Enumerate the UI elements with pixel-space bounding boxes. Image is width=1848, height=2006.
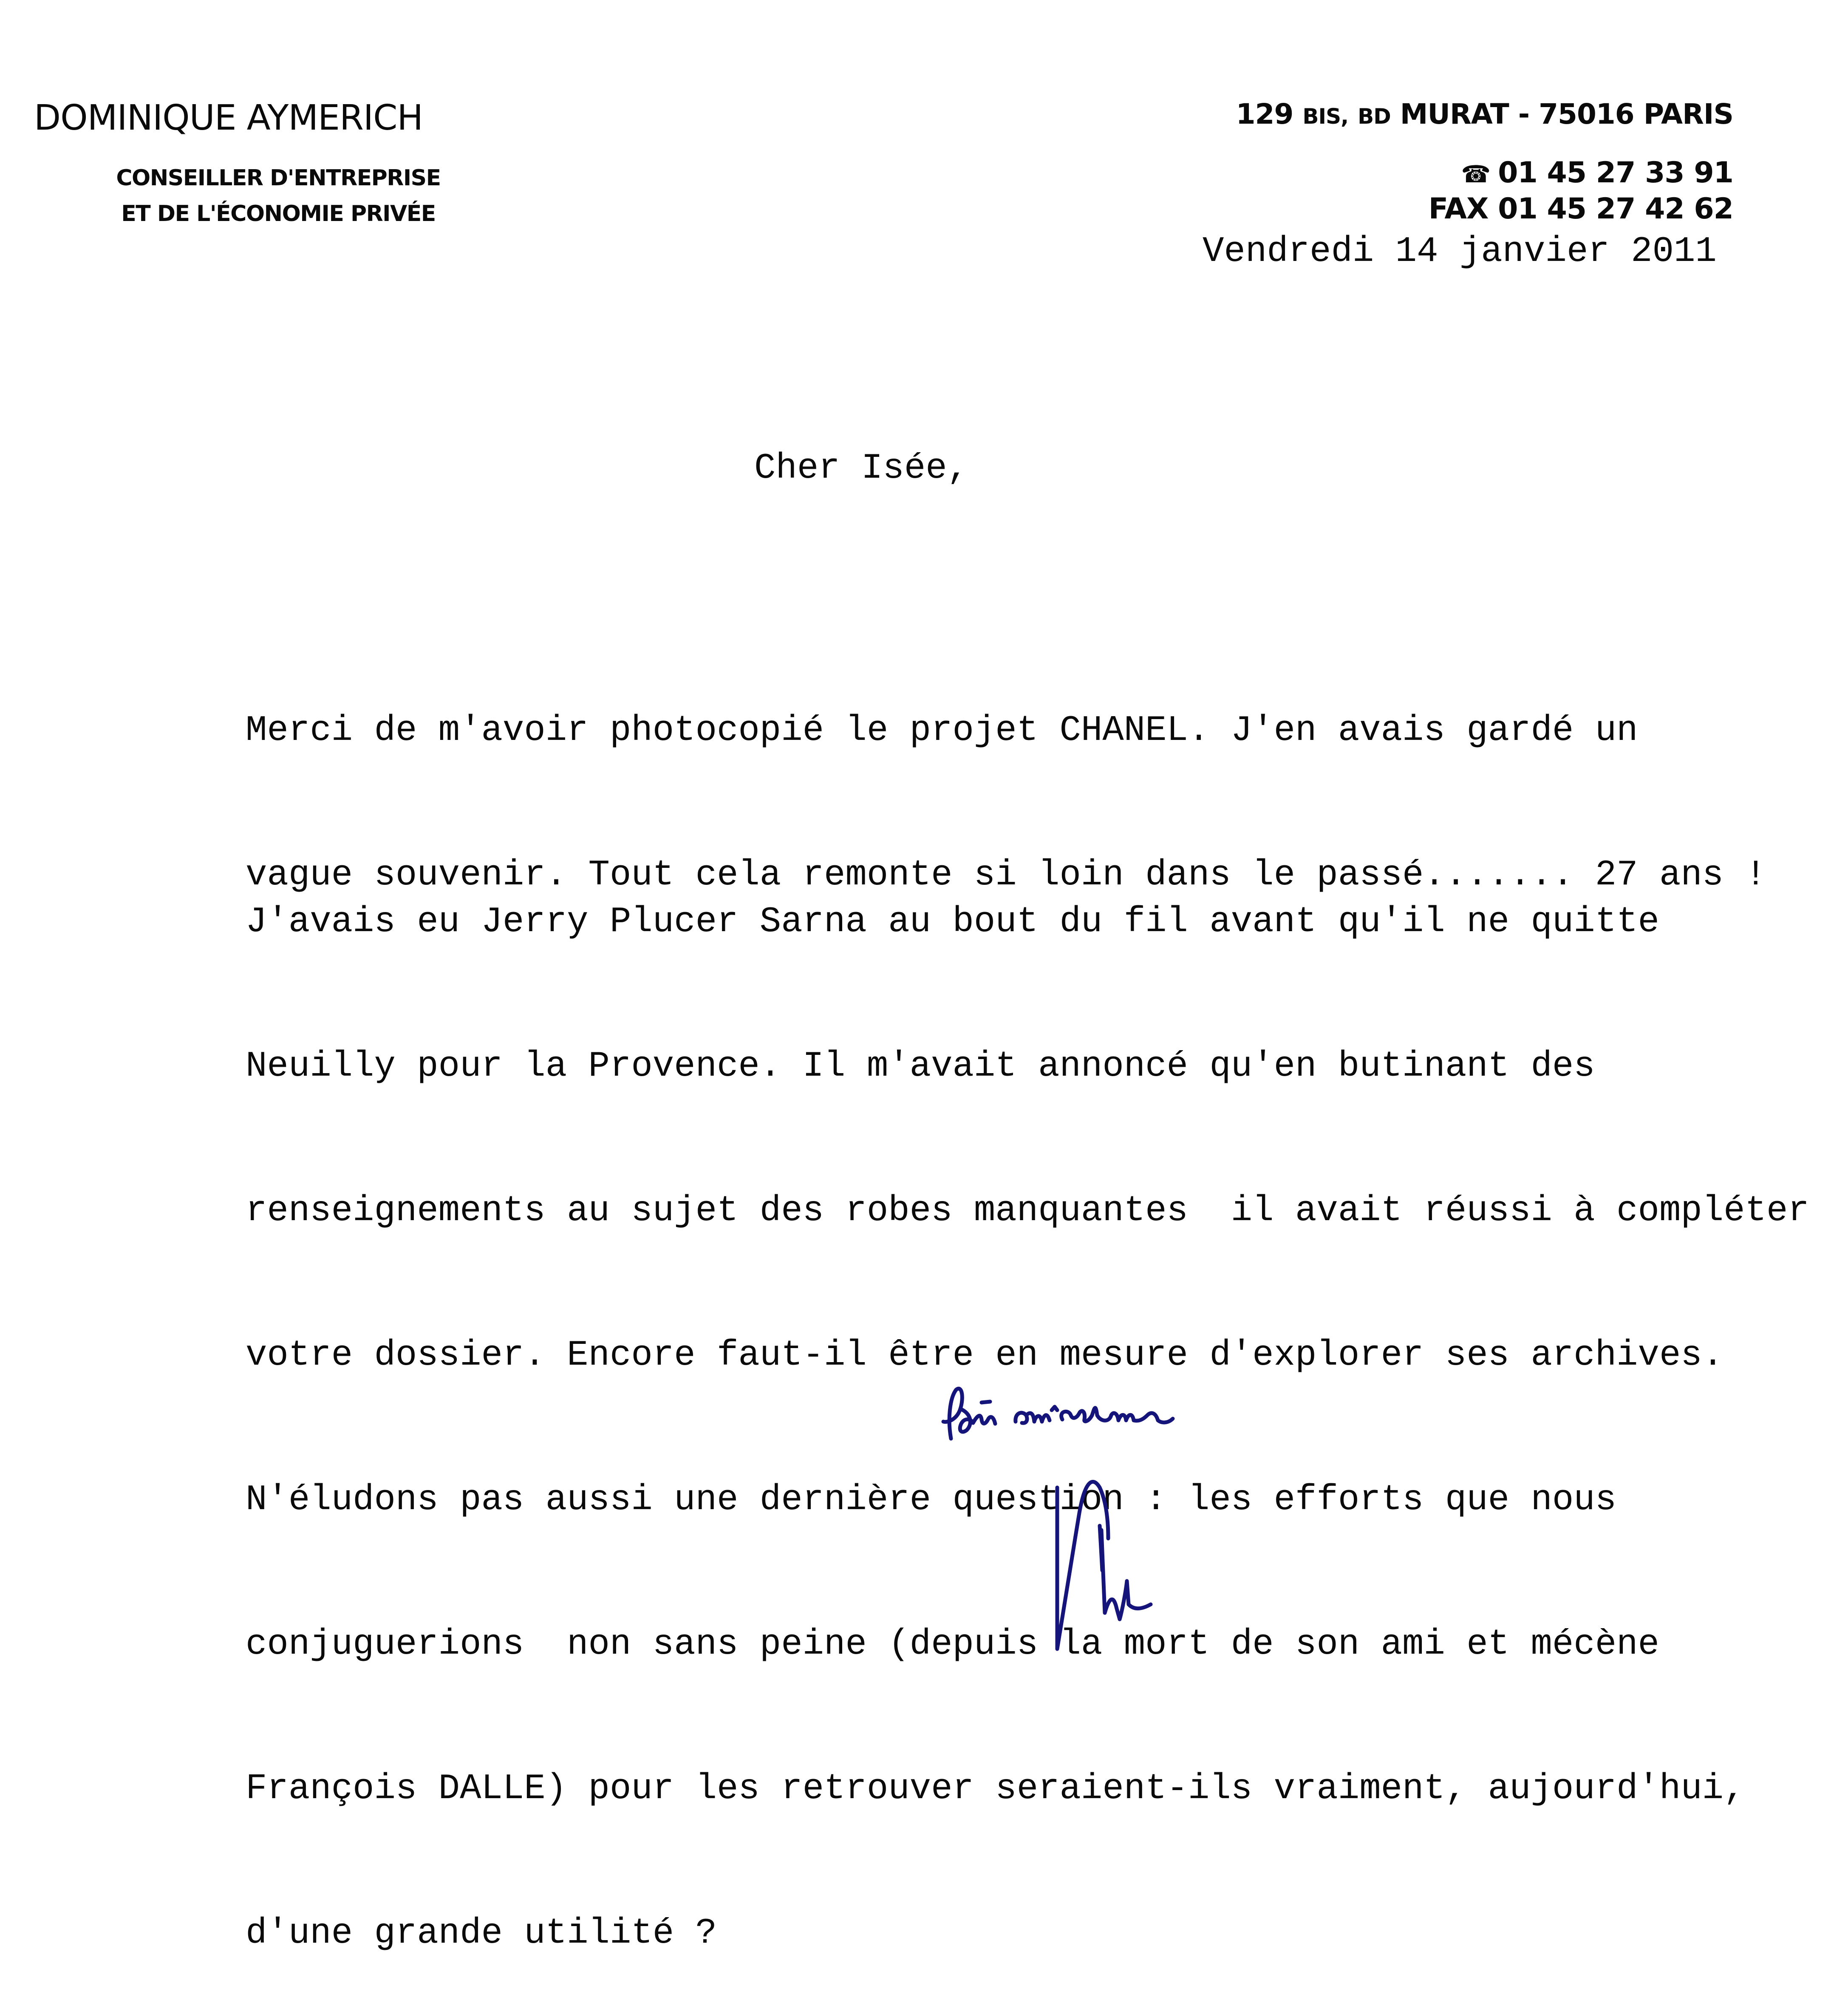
- address-bis: BIS,: [1302, 104, 1349, 129]
- sender-phone: [1236, 156, 1733, 190]
- address-number: 129: [1236, 98, 1293, 130]
- paragraph-line: N'éludons pas aussi une dernière question : les efforts que nous: [246, 1480, 1617, 1520]
- sender-title-line-2: ET DE L'ÉCONOMIE PRIVÉE: [121, 201, 436, 227]
- paragraph-line: renseignements au sujet des robes manquantes il avait réussi à compléter: [246, 1191, 1809, 1231]
- address-bd: BD: [1358, 104, 1391, 129]
- handwriting-bien-amicalement-icon: [931, 1373, 1525, 1679]
- paragraph-line: d'une grande utilité ?: [246, 1913, 717, 1954]
- salutation: Cher Isée,: [754, 448, 969, 489]
- sender-address: [1236, 98, 1733, 130]
- paragraph-line: Merci de m'avoir photocopié le projet CHANEL. J'en avais gardé un: [246, 711, 1638, 751]
- paragraph-line: J'avais eu Jerry Plucer Sarna au bout du fil avant qu'il ne quitte: [246, 902, 1659, 942]
- letter-date: Vendredi 14 janvier 2011: [1203, 232, 1717, 272]
- paragraph-line: vague souvenir. Tout cela remonte si loin dans le passé....... 27 ans !: [246, 855, 1766, 895]
- letterhead-left: [34, 98, 523, 232]
- address-street: MURAT - 75016 PARIS: [1400, 98, 1733, 130]
- handwritten-closing: [931, 1373, 1525, 1679]
- paragraph-line: conjuguerions non sans peine (depuis la mort de son ami et mécène: [246, 1624, 1659, 1665]
- sender-title-line-1: CONSEILLER D'ENTREPRISE: [116, 165, 441, 191]
- letterhead-right: [1236, 98, 1733, 226]
- sender-fax: FAX 01 45 27 42 62: [1428, 192, 1733, 226]
- telephone-icon: ☎: [1461, 161, 1491, 188]
- sender-name: DOMINIQUE AYMERICH: [34, 98, 423, 138]
- paragraph-line: Neuilly pour la Provence. Il m'avait annoncé qu'en butinant des: [246, 1046, 1595, 1087]
- phone-number: 01 45 27 33 91: [1498, 156, 1733, 190]
- sender-title: [34, 160, 523, 232]
- paragraph-line: votre dossier. Encore faut-il être en mesure d'explorer ses archives.: [246, 1335, 1724, 1376]
- paragraph-line: François DALLE) pour les retrouver seraient-ils vraiment, aujourd'hui,: [246, 1769, 1745, 1809]
